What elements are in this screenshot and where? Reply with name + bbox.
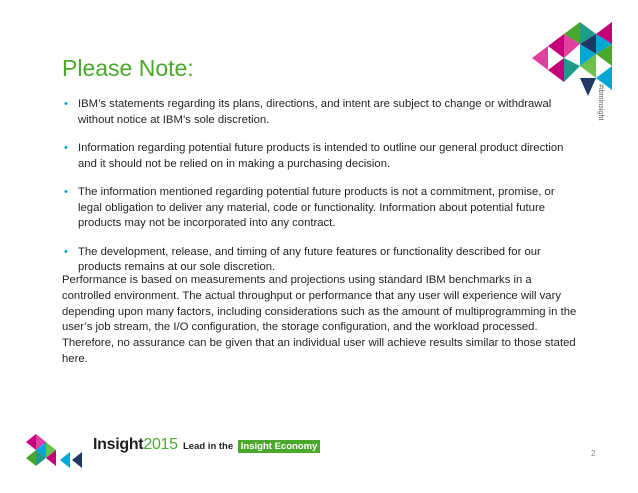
list-item [62, 185, 572, 232]
tagline-highlight: Insight Economy [238, 440, 321, 453]
tagline-lead: Lead in the [183, 441, 234, 452]
performance-disclaimer: Performance is based on measurements and projections using standard IBM benchmarks in a controlled environment. The actual throughput or performance that any user will experience will vary depending upon many factors, including considerations such as the amount of multiprogramming in the user’s job stream, the I/O configuration, the storage configuration, and the workload processed. Therefore, no assurance can be given that an individual user will achieve results similar to those stated here. [62, 274, 577, 365]
list-item [62, 141, 572, 172]
brand-logo [93, 436, 178, 454]
bullet-icon: • [64, 245, 68, 258]
tagline [183, 440, 320, 453]
list-item [62, 245, 572, 276]
bullet-icon: • [64, 142, 68, 154]
list-item [62, 97, 572, 128]
brand-year: 2015 [143, 436, 178, 453]
brand-name: Insight [93, 436, 144, 453]
notes-list [62, 97, 572, 289]
geometric-triangles-logo-icon [26, 430, 90, 470]
list-item-text: The development, release, and timing of any future features or functionality described for our products remains at our sole discretion. [78, 245, 541, 273]
list-item-text: IBM’s statements regarding its plans, directions, and intent are subject to change or withdrawal without notice at IBM’s sole discretion. [78, 98, 552, 126]
hashtag-label: #ibminsight [597, 84, 604, 121]
bullet-icon: • [64, 186, 68, 198]
list-item-text: The information mentioned regarding potential future products is not a commitment, promise, or legal obligation to deliver any material, code or functionality. Information about potential future products may not be incorporated into any contract. [78, 186, 555, 229]
page-number: 2 [591, 449, 596, 458]
list-item-text: Information regarding potential future products is intended to outline our general product direction and it should not be relied on in making a purchasing decision. [78, 142, 564, 170]
page-title: Please Note: [62, 55, 194, 81]
bullet-icon: • [64, 98, 68, 110]
